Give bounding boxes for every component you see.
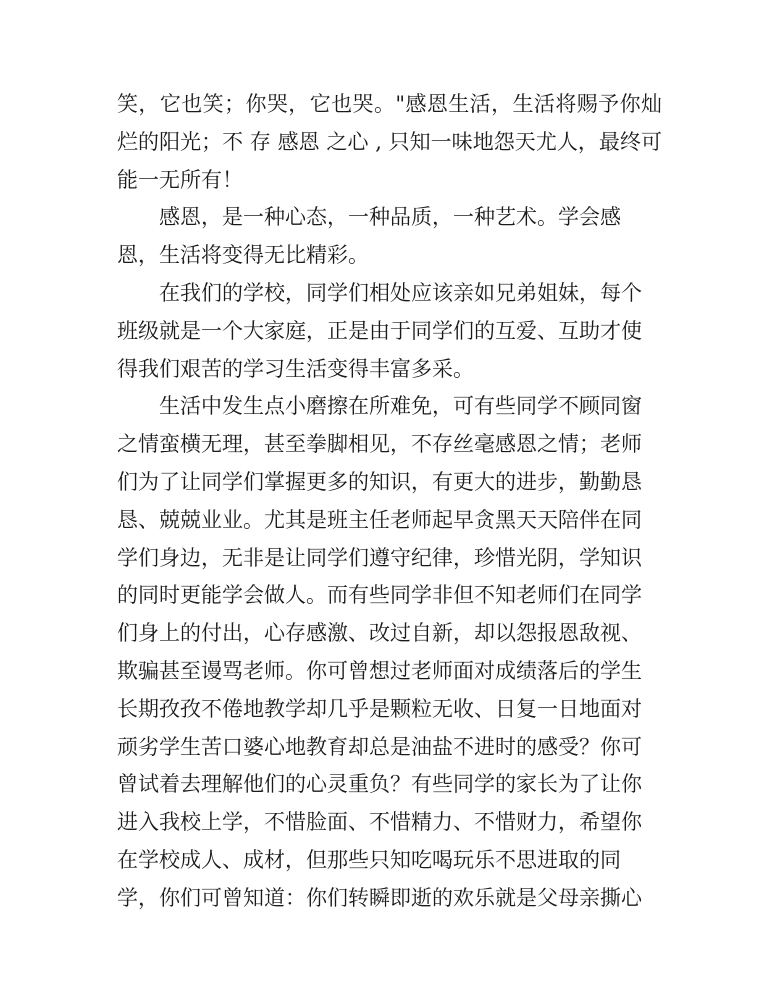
text-line: 得我们艰苦的学习生活变得丰富多采。 bbox=[117, 356, 474, 381]
text-line: 进入我校上学，不惜脸面、不惜精力、不惜财力，希望你 bbox=[117, 810, 642, 835]
text-line: 能一无所有！ bbox=[117, 167, 243, 192]
text-line: 们为了让同学们掌握更多的知识，有更大的进步，勤勤恳 bbox=[117, 469, 642, 494]
text-line: 长期孜孜不倦地教学却几乎是颗粒无收、日复一日地面对 bbox=[117, 696, 642, 721]
text-line: 烂的阳光；不 存 感恩 之心 , 只知一味地怨天尤人，最终可 bbox=[117, 129, 662, 154]
text-line: 笑，它也笑；你哭，它也哭。"感恩生活，生活将赐予你灿 bbox=[117, 92, 662, 116]
text-line: 们身上的付出，心存感激、改过自新，却以怨报恩敌视、 bbox=[117, 621, 642, 646]
paragraph-first-line: 生活中发生点小磨擦在所难免，可有些同学不顾同窗 bbox=[159, 394, 642, 419]
text-line: 班级就是一个大家庭，正是由于同学们的互爱、互助才使 bbox=[117, 318, 642, 343]
body-text bbox=[117, 86, 662, 918]
text-line: 曾试着去理解他们的心灵重负？有些同学的家长为了让你 bbox=[117, 772, 642, 797]
text-line: 恩，生活将变得无比精彩。 bbox=[117, 243, 369, 268]
text-line: 学，你们可曾知道：你们转瞬即逝的欢乐就是父母亲撕心 bbox=[117, 885, 642, 910]
text-line: 欺骗甚至谩骂老师。你可曾想过老师面对成绩落后的学生 bbox=[117, 658, 642, 683]
text-line: 顽劣学生苦口婆心地教育却总是油盐不进时的感受？你可 bbox=[117, 734, 642, 759]
text-line: 之情蛮横无理，甚至拳脚相见，不存丝毫感恩之情；老师 bbox=[117, 432, 642, 457]
text-line: 学们身边，无非是让同学们遵守纪律，珍惜光阴，学知识 bbox=[117, 545, 642, 570]
paragraph-first-line: 感恩，是一种心态，一种品质，一种艺术。学会感 bbox=[159, 205, 621, 230]
text-line: 的同时更能学会做人。而有些同学非但不知老师们在同学 bbox=[117, 583, 642, 608]
text-line: 恳、兢兢业业。尤其是班主任老师起早贪黑天天陪伴在同 bbox=[117, 507, 642, 532]
text-line: 在学校成人、成材，但那些只知吃喝玩乐不思进取的同 bbox=[117, 847, 621, 872]
paragraph-first-line: 在我们的学校，同学们相处应该亲如兄弟姐妹，每个 bbox=[159, 280, 642, 305]
